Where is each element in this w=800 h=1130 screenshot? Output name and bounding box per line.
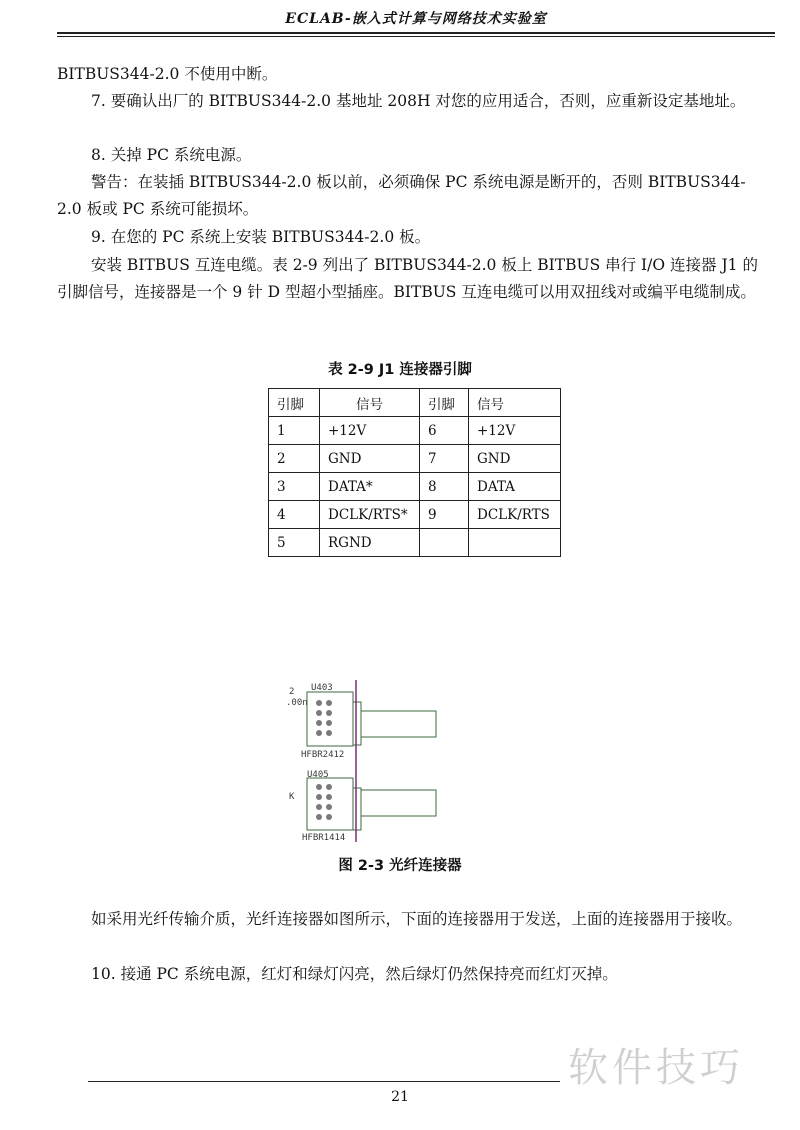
watermark-text: 软件技巧 [568, 1045, 744, 1091]
bottom-side-label: K [289, 792, 295, 802]
table-cell: GND [320, 445, 420, 473]
header-cell: 信号 [320, 389, 420, 417]
paragraph-step-10: 10. 接通 PC 系统电源，红灯和绿灯闪亮，然后绿灯仍然保持亮而红灯灭掉。 [91, 965, 618, 983]
table-header-row [269, 389, 561, 417]
header-rule-thin [57, 36, 775, 37]
table-cell: 2 [269, 445, 320, 473]
table-row [269, 417, 561, 445]
figure-caption: 图 2-3 光纤连接器 [338, 858, 462, 874]
bottom-fiber-port [361, 790, 436, 816]
running-header: ECLAB-嵌入式计算与网络技术实验室 [285, 11, 547, 27]
table-row [269, 445, 561, 473]
table-cell: 5 [269, 529, 320, 557]
table-cell: 4 [269, 501, 320, 529]
paragraph-step-9: 9. 在您的 PC 系统上安装 BITBUS344-2.0 板。 [91, 228, 431, 246]
table-cell: 8 [420, 473, 469, 501]
bottom-connector-flange [353, 788, 361, 830]
top-pin-array [316, 700, 332, 736]
paragraph-cable: 安装 BITBUS 互连电缆。表 2-9 列出了 BITBUS344-2.0 板上 BITBUS 串行 I/O 连接器 J1 的引脚信号，连接器是一个 9 针 D 型超小型插座。BITBUS 互连电缆可以用双扭线对或编平电缆制成。 [57, 256, 758, 301]
paragraph-warning: 警告：在装插 BITBUS344-2.0 板以前，必须确保 PC 系统电源是断开的，否则 BITBUS344-2.0 板或 PC 系统可能损坏。 [57, 173, 746, 218]
top-ref-label: U403 [311, 683, 333, 693]
table-cell: 7 [420, 445, 469, 473]
top-fiber-port [361, 711, 436, 737]
paragraph-step-8: 8. 关掉 PC 系统电源。 [91, 146, 252, 164]
paragraph-fiber: 如采用光纤传输介质，光纤连接器如图所示，下面的连接器用于发送，上面的连接器用于接收。 [91, 910, 743, 928]
pin-table [268, 388, 561, 557]
top-connector-flange [353, 702, 361, 745]
table-cell: DATA* [320, 473, 420, 501]
table-row [269, 501, 561, 529]
table-row [269, 529, 561, 557]
table-cell: 1 [269, 417, 320, 445]
table-cell: 9 [420, 501, 469, 529]
table-caption: 表 2-9 J1 连接器引脚 [328, 362, 472, 378]
table-row [269, 473, 561, 501]
bottom-ref-label: U405 [307, 770, 329, 780]
header-rule [57, 32, 775, 34]
header-cell: 引脚 [269, 389, 320, 417]
table-cell: DCLK/RTS [469, 501, 561, 529]
table-cell: GND [469, 445, 561, 473]
table-cell: DCLK/RTS* [320, 501, 420, 529]
top-part-label: HFBR2412 [301, 750, 345, 760]
top-side-label-2: .00n [286, 698, 308, 708]
page-number: 21 [391, 1089, 409, 1105]
paragraph-interrupt: BITBUS344-2.0 不使用中断。 [57, 65, 278, 83]
table-cell [469, 529, 561, 557]
top-connector-body [307, 692, 353, 746]
table-cell: +12V [469, 417, 561, 445]
table-cell: +12V [320, 417, 420, 445]
bottom-part-label: HFBR1414 [302, 833, 346, 843]
table-cell: 3 [269, 473, 320, 501]
table-cell: 6 [420, 417, 469, 445]
table-cell [420, 529, 469, 557]
top-side-label-1: 2 [289, 687, 295, 697]
table-cell: RGND [320, 529, 420, 557]
footer-rule [88, 1081, 560, 1082]
table-cell: DATA [469, 473, 561, 501]
header-cell: 引脚 [420, 389, 469, 417]
fiber-connector-diagram [280, 676, 450, 848]
paragraph-step-7: 7. 要确认出厂的 BITBUS344-2.0 基地址 208H 对您的应用适合，否则，应重新设定基地址。 [91, 92, 746, 110]
bottom-pin-array [316, 784, 332, 820]
header-cell: 信号 [469, 389, 561, 417]
